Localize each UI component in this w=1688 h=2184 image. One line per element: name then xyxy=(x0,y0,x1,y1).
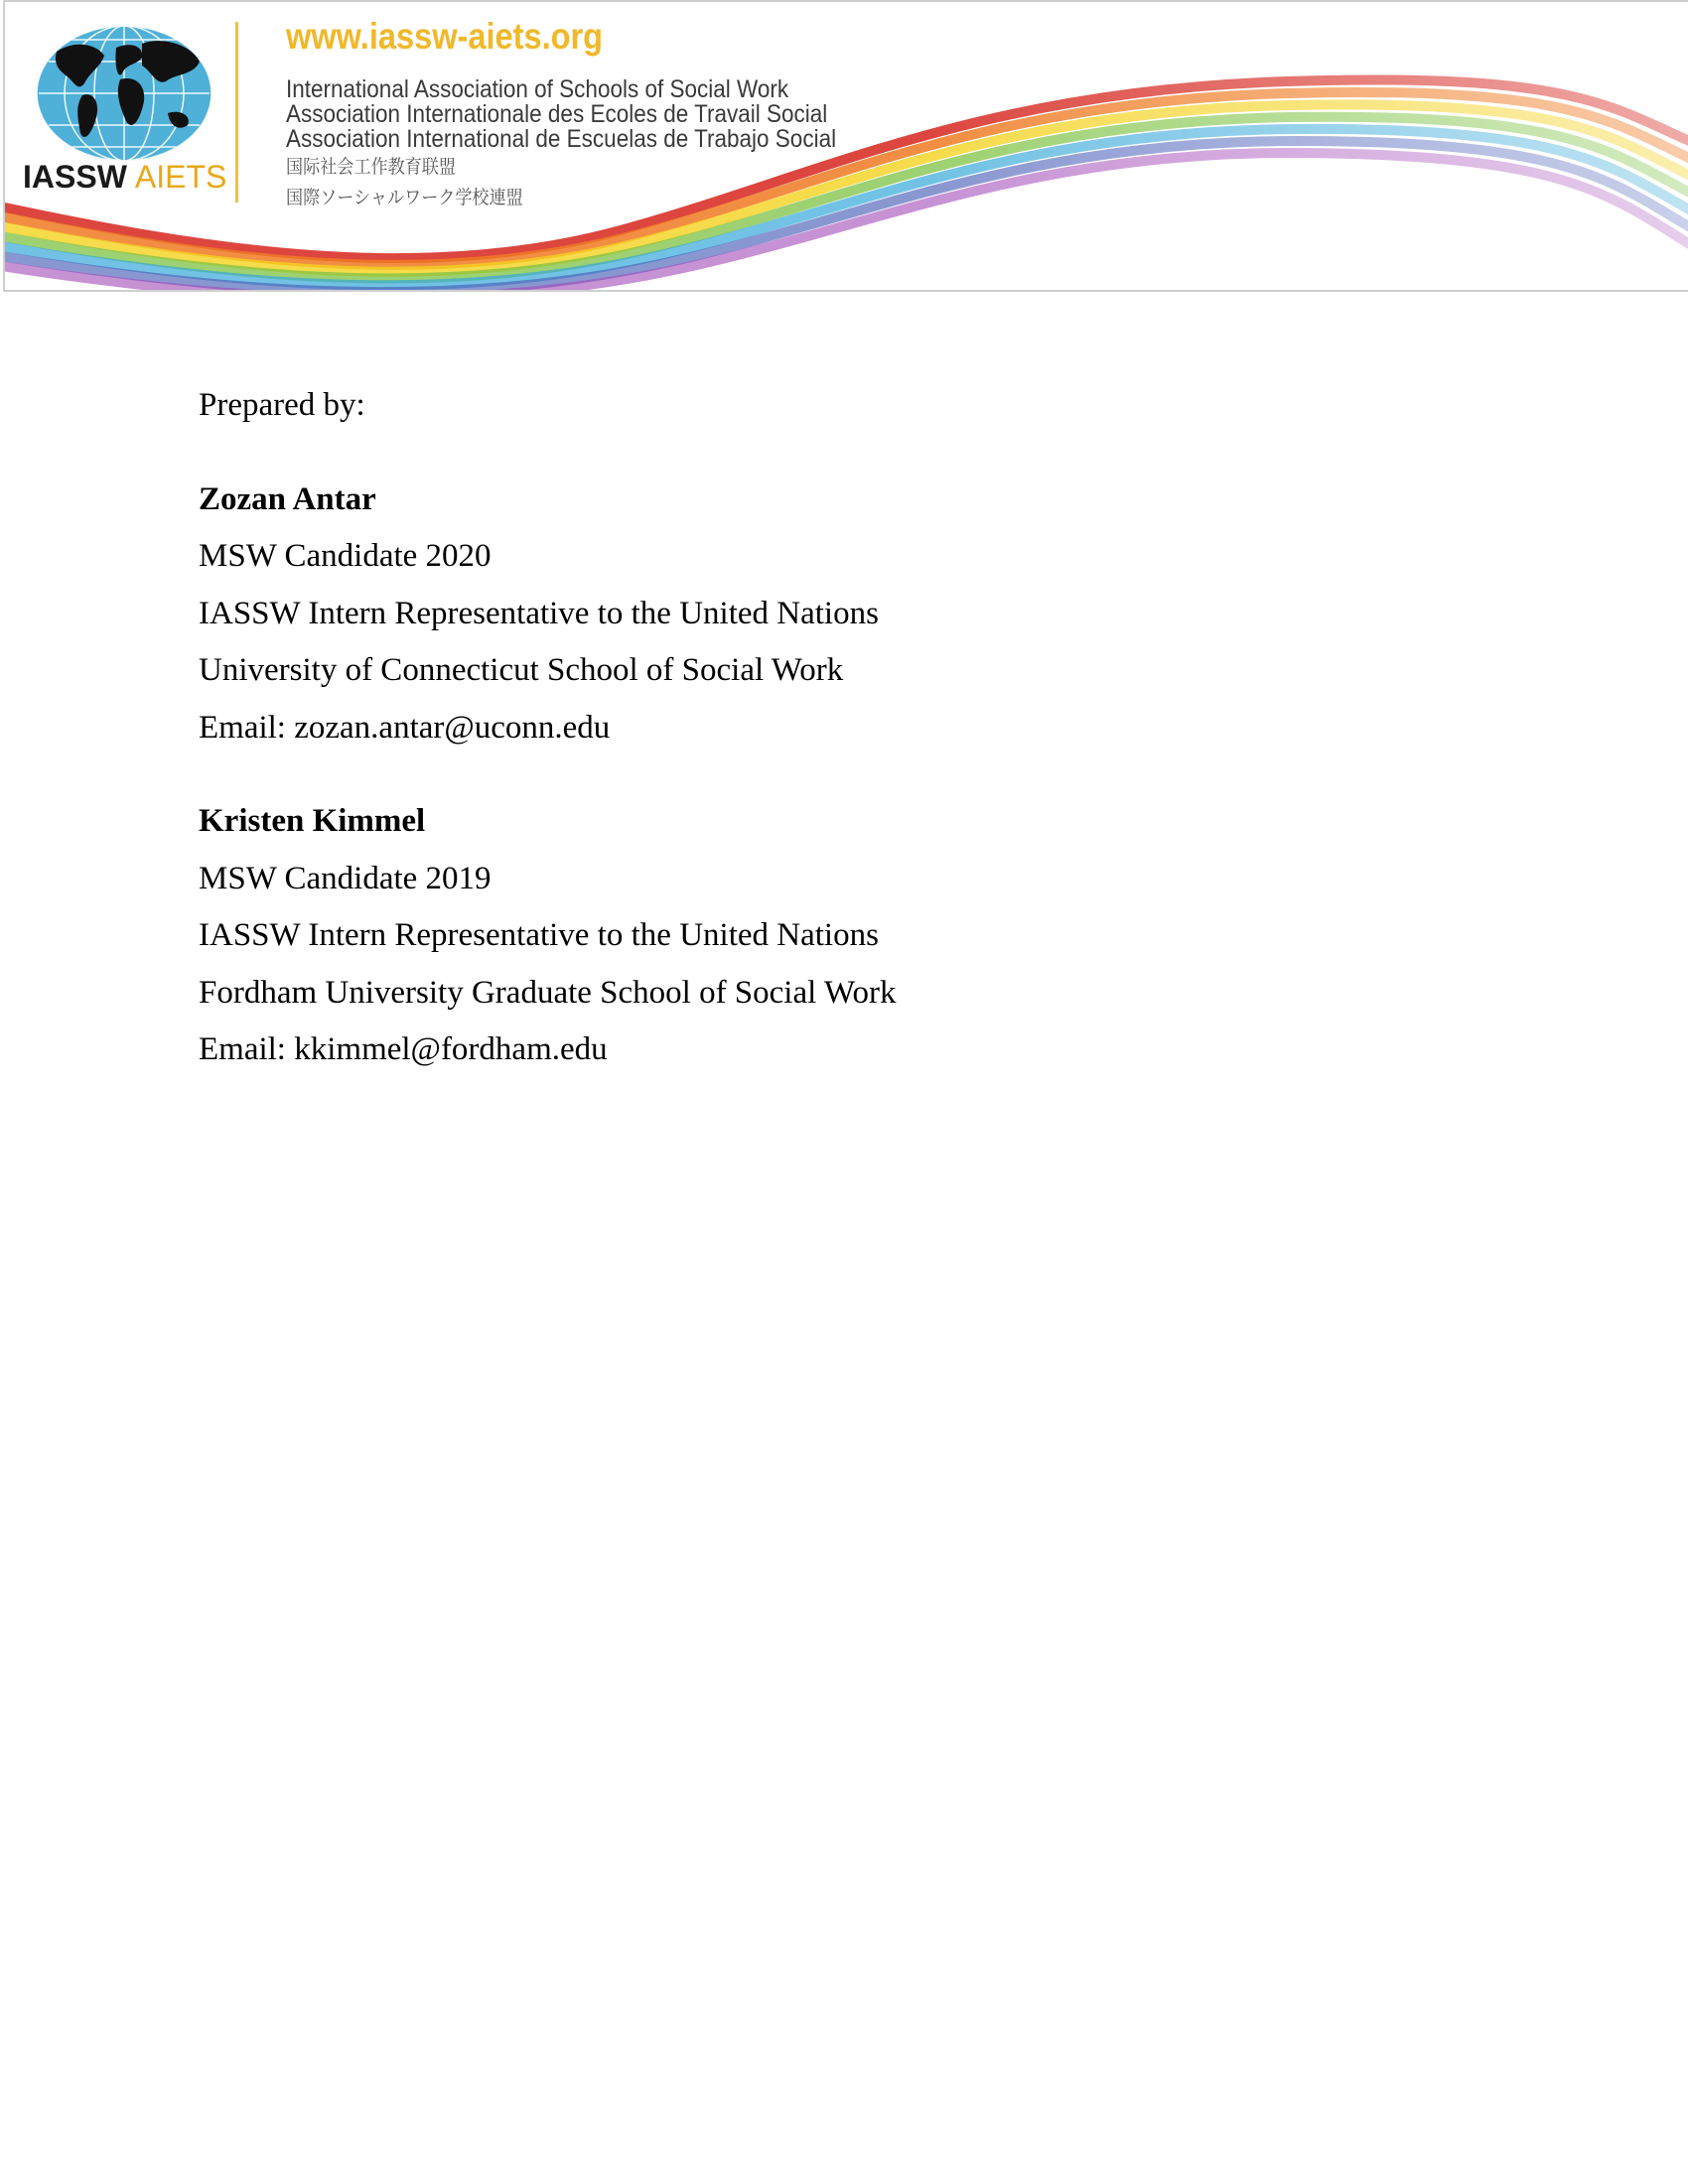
organization-names xyxy=(286,16,898,213)
author-degree: MSW Candidate 2020 xyxy=(199,538,492,574)
prepared-by-label: Prepared by: xyxy=(199,387,365,423)
logo-divider xyxy=(235,22,238,203)
author-name: Zozan Antar xyxy=(199,480,376,517)
globe-logo-icon xyxy=(35,22,213,166)
org-name-english: International Association of Schools of Social Work xyxy=(286,75,789,103)
author-school: University of Connecticut School of Social Work xyxy=(199,652,844,688)
org-name-chinese: 国际社会工作教育联盟 xyxy=(286,156,457,178)
author-role: IASSW Intern Representative to the United Nations xyxy=(199,595,879,631)
author-email: Email: kkimmel@fordham.edu xyxy=(199,1031,608,1067)
author-role: IASSW Intern Representative to the United Nations xyxy=(199,917,879,953)
author-name: Kristen Kimmel xyxy=(199,803,426,839)
org-name-japanese: 国際ソーシャルワーク学校連盟 xyxy=(286,187,523,208)
author-school: Fordham University Graduate School of Social Work xyxy=(199,974,897,1011)
author-block xyxy=(199,472,1489,757)
author-block xyxy=(199,793,1489,1079)
letterhead-banner xyxy=(3,0,1688,292)
org-name-spanish: Association International de Escuelas de Trabajo Social xyxy=(286,125,837,153)
logo-wordmark xyxy=(23,159,226,196)
document-body xyxy=(199,377,1489,1116)
org-name-french: Association Internationale des Ecoles de Travail Social xyxy=(286,100,828,128)
website-url: www.iassw-aiets.org xyxy=(286,16,604,57)
author-email: Email: zozan.antar@uconn.edu xyxy=(199,709,611,746)
author-degree: MSW Candidate 2019 xyxy=(199,860,492,896)
logo-aiets-text: AIETS xyxy=(134,159,227,195)
logo-iassw-text: IASSW xyxy=(23,159,127,195)
